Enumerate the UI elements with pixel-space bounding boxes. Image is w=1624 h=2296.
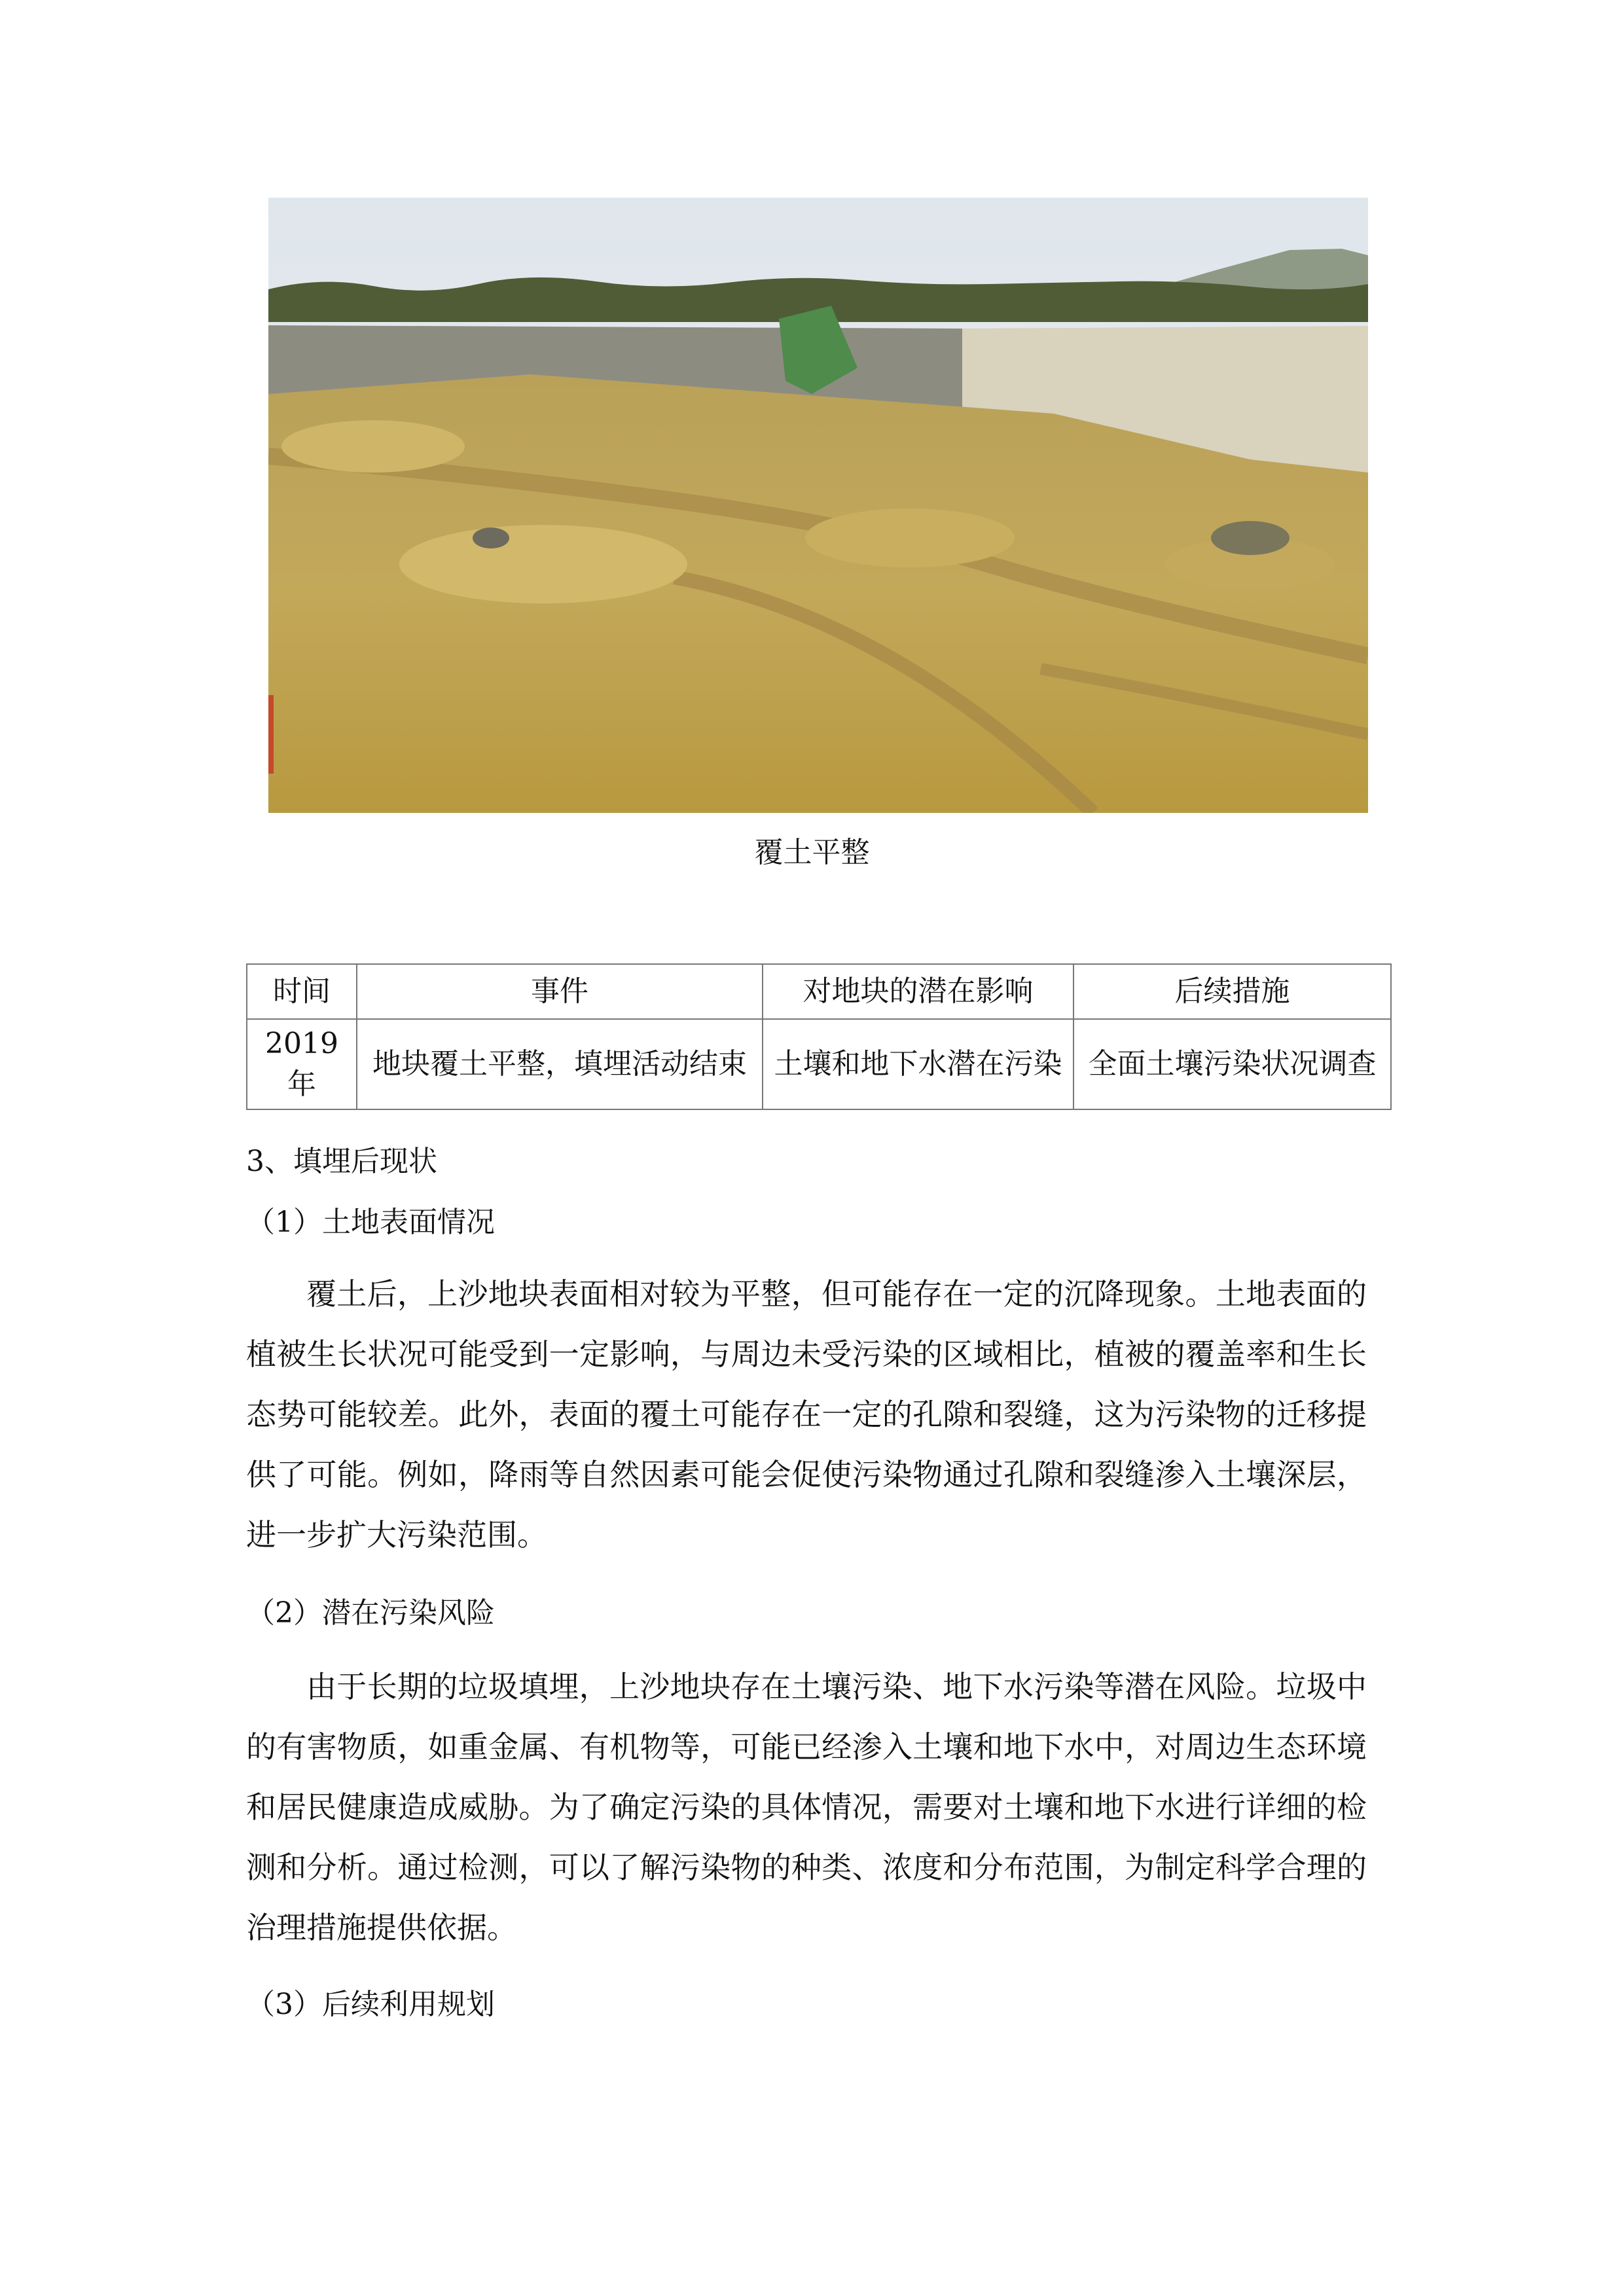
column-header: 后续措施 [1074, 964, 1391, 1019]
subsection-title: （3）后续利用规划 [246, 1988, 495, 2021]
paragraph: 覆土后，上沙地块表面相对较为平整，但可能存在一定的沉降现象。土地表面的植被生长状况可能受到一定影响，与周边未受污染的区域相比，植被的覆盖率和生长态势可能较差。此外，表面的覆土可能存在一定的孔隙和裂缝，这为污染物的迁移提供了可能。例如，降雨等自然因素可能会促使污染物通过孔隙和裂缝渗入土壤深层，进一步扩大污染范围。 [246, 1276, 1367, 1552]
table-row [247, 1019, 1391, 1109]
table-cell: 全面土壤污染状况调查 [1074, 1019, 1391, 1109]
column-header: 事件 [357, 964, 763, 1019]
section-title: 3、填埋后现状 [246, 1145, 437, 1178]
table-cell: 地块覆土平整，填埋活动结束 [357, 1019, 763, 1109]
subsection-title: （1）土地表面情况 [246, 1206, 495, 1239]
table-header-row [247, 964, 1391, 1019]
column-header: 时间 [247, 964, 357, 1019]
table-cell: 土壤和地下水潜在污染 [763, 1019, 1074, 1109]
column-header: 对地块的潜在影响 [763, 964, 1074, 1019]
paragraph: 由于长期的垃圾填埋，上沙地块存在土壤污染、地下水污染等潜在风险。垃圾中的有害物质，如重金属、有机物等，可能已经渗入土壤和地下水中，对周边生态环境和居民健康造成威胁。为了确定污染的具体情况，需要对土壤和地下水进行详细的检测和分析。通过检测，可以了解污染物的种类、浓度和分布范围，为制定科学合理的治理措施提供依据。 [246, 1669, 1367, 1945]
photo-caption: 覆土平整 [754, 836, 870, 869]
table-cell: 2019年 [247, 1019, 357, 1109]
event-table [246, 963, 1392, 1110]
site-photo [268, 198, 1368, 813]
subsection-title: （2）潜在污染风险 [246, 1596, 495, 1630]
